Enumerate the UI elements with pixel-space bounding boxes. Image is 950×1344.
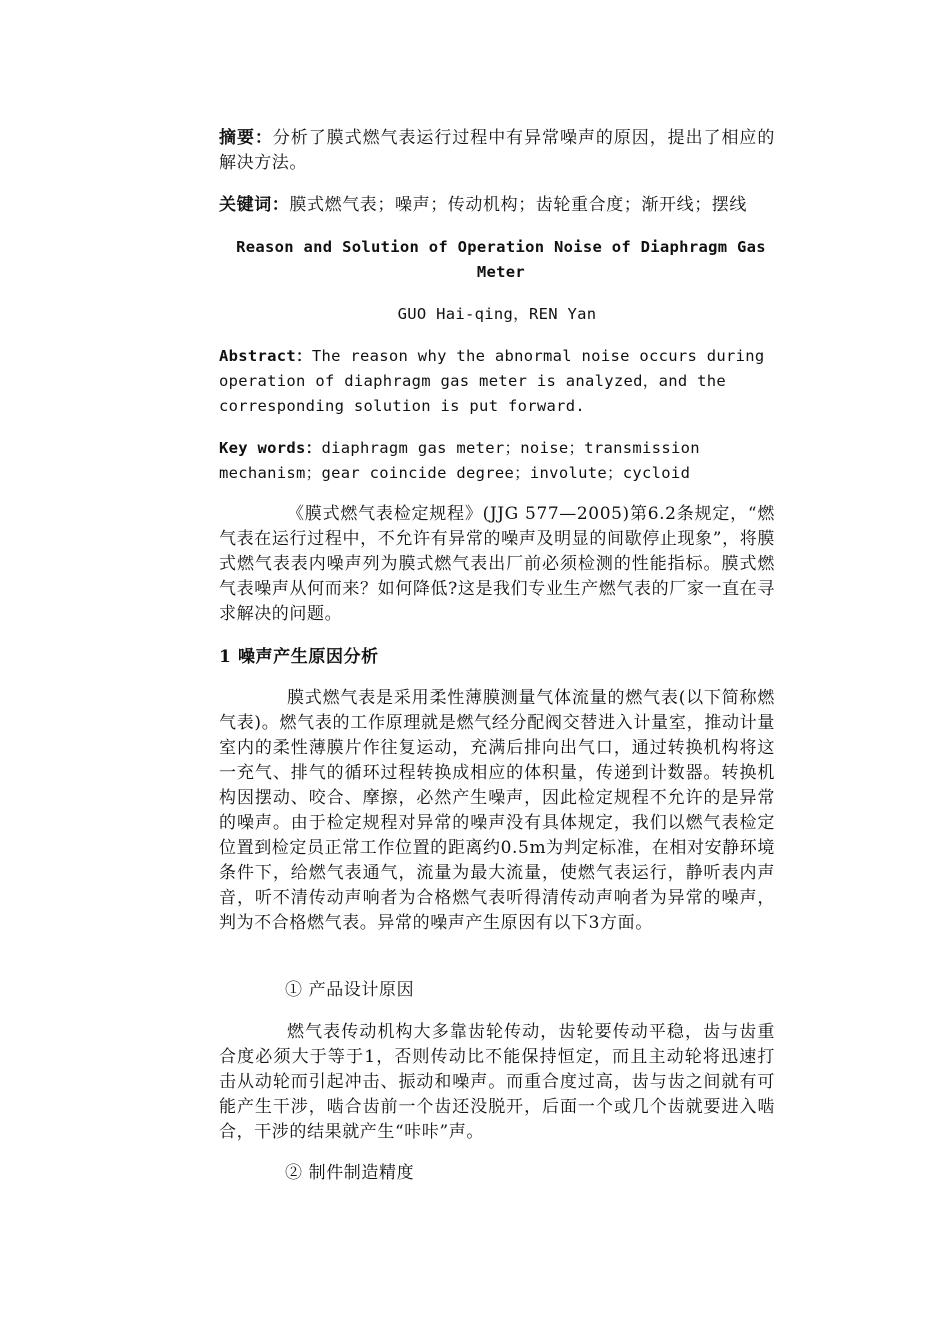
abstract-cn bbox=[219, 126, 775, 176]
keywords-en bbox=[219, 436, 775, 486]
abstract-en bbox=[219, 344, 775, 419]
intro-paragraph: 《膜式燃气表检定规程》(JJG 577—2005)第6.2条规定，“燃气表在运行过程中，不允许有异常的噪声及明显的间歇停止现象”，将膜式燃气表表内噪声列为膜式燃气表出厂前必须检测的性能指标。膜式燃气表噪声从何而来？如何降低?这是我们专业生产燃气表的厂家一直在寻求解决的问题。 bbox=[219, 504, 775, 624]
section-1-item-1: ① 产品设计原因 bbox=[285, 980, 415, 1000]
abstract-cn-text: 分析了膜式燃气表运行过程中有异常噪声的原因，提出了相应的解决方法。 bbox=[219, 128, 775, 173]
section-1-heading: 1 噪声产生原因分析 bbox=[219, 647, 379, 667]
section-1-paragraph-2: 燃气表传动机构大多靠齿轮传动，齿轮要传动平稳，齿与齿重合度必须大于等于1，否则传动比不能保持恒定，而且主动轮将迅速打击从动轮而引起冲击、振动和噪声。而重合度过高，齿与齿之间就有可能产生干涉，啮合齿前一个齿还没脱开，后面一个或几个齿就要进入啮合，干涉的结果就产生“咔咔”声。 bbox=[219, 1022, 775, 1142]
keywords-cn bbox=[219, 193, 775, 218]
keywords-en-label: Key words： bbox=[219, 439, 322, 457]
abstract-cn-label: 摘要： bbox=[219, 128, 273, 148]
authors-en: GUO Hai-qing，REN Yan bbox=[397, 305, 597, 323]
section-1-item-2: ② 制件制造精度 bbox=[285, 1163, 415, 1183]
abstract-en-label: Abstract： bbox=[219, 347, 312, 365]
keywords-cn-text: 膜式燃气表；噪声；传动机构；齿轮重合度；渐开线；摆线 bbox=[289, 195, 748, 215]
section-1-paragraph-1: 膜式燃气表是采用柔性薄膜测量气体流量的燃气表(以下简称燃气表)。燃气表的工作原理就是燃气经分配阀交替进入计量室，推动计量室内的柔性薄膜片作往复运动，充满后排向出气口，通过转换机构将这一充气、排气的循环过程转换成相应的体积量，传递到计数器。转换机构因摆动、咬合、摩擦，必然产生噪声，因此检定规程不允许的是异常的噪声。由于检定规程对异常的噪声没有具体规定，我们以燃气表检定位置到检定员正常工作位置的距离约0.5m为判定标准，在相对安静环境条件下，给燃气表通气，流量为最大流量，使燃气表运行，静听表内声音，听不清传动声响者为合格燃气表听得清传动声响者为异常的噪声，判为不合格燃气表。异常的噪声产生原因有以下3方面。 bbox=[219, 688, 775, 933]
keywords-en-text: diaphragm gas meter；noise；transmission mechanism；gear coincide degree；involute；cycloid bbox=[219, 439, 700, 482]
keywords-cn-label: 关键词： bbox=[219, 195, 290, 215]
abstract-en-text: The reason why the abnormal noise occurs during operation of diaphragm gas meter is analyzed，and the corresponding solution is put forward. bbox=[219, 347, 765, 415]
title-en: Reason and Solution of Operation Noise of Diaphragm Gas Meter bbox=[236, 238, 766, 281]
